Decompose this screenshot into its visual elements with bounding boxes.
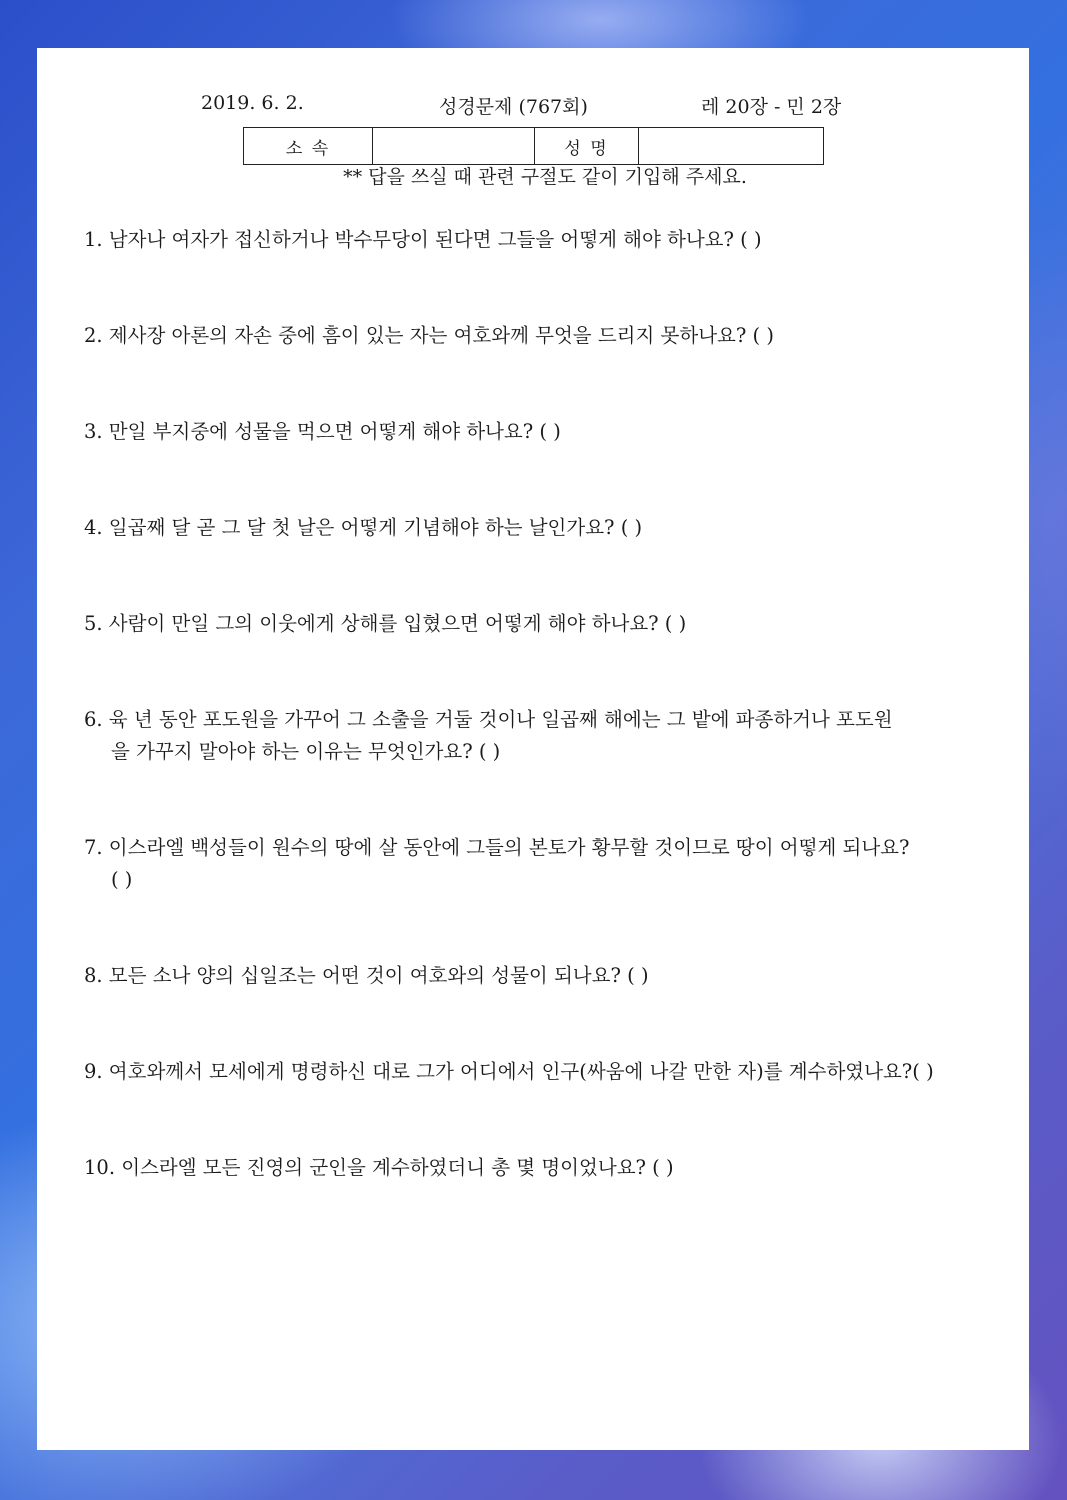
question-text: 1. 남자나 여자가 접신하거나 박수무당이 된다면 그들을 어떻게 해야 하나요? ( ) (84, 228, 762, 251)
question-1 (84, 224, 984, 256)
question-text: 6. 육 년 동안 포도원을 가꾸어 그 소출을 거둘 것이나 일곱째 해에는 그 밭에 파종하거나 포도원 (84, 708, 893, 731)
question-2 (84, 320, 984, 352)
quiz-sheet (37, 48, 1029, 1450)
scripture-range: 레 20장 - 민 2장 (701, 96, 842, 118)
question-text: 8. 모든 소나 양의 십일조는 어떤 것이 여호와의 성물이 되나요? ( ) (84, 964, 649, 987)
question-10 (84, 1152, 984, 1184)
name-field[interactable] (639, 128, 823, 164)
question-8 (84, 960, 984, 992)
question-4 (84, 512, 984, 544)
affiliation-field[interactable] (373, 128, 535, 164)
question-text: 5. 사람이 만일 그의 이웃에게 상해를 입혔으면 어떻게 해야 하나요? ( ) (84, 612, 687, 635)
question-7 (84, 832, 984, 896)
affiliation-label: 소 속 (244, 128, 373, 164)
question-3 (84, 416, 984, 448)
question-text: 3. 만일 부지중에 성물을 먹으면 어떻게 해야 하나요? ( ) (84, 420, 561, 443)
question-9 (84, 1056, 984, 1088)
question-text: 2. 제사장 아론의 자손 중에 흠이 있는 자는 여호와께 무엇을 드리지 못하나요? ( ) (84, 324, 774, 347)
question-text-continued: 을 가꾸지 말아야 하는 이유는 무엇인가요? ( ) (111, 740, 501, 763)
quiz-date: 2019. 6. 2. (201, 92, 304, 114)
name-label: 성 명 (535, 128, 639, 164)
question-6 (84, 704, 984, 768)
question-text: 10. 이스라엘 모든 진영의 군인을 계수하였더니 총 몇 명이었나요? ( ) (84, 1156, 674, 1179)
quiz-title: 성경문제 (767회) (439, 96, 588, 118)
question-text: 4. 일곱째 달 곧 그 달 첫 날은 어떻게 기념해야 하는 날인가요? ( ) (84, 516, 643, 539)
instruction-text: ** 답을 쓰실 때 관련 구절도 같이 기입해 주세요. (343, 166, 747, 188)
header-line (37, 92, 1029, 120)
question-5 (84, 608, 984, 640)
question-text: 9. 여호와께서 모세에게 명령하신 대로 그가 어디에서 인구(싸움에 나갈 만한 자)를 계수하였나요?( ) (84, 1060, 934, 1083)
question-text: 7. 이스라엘 백성들이 원수의 땅에 살 동안에 그들의 본토가 황무할 것이므로 땅이 어떻게 되나요? (84, 836, 910, 859)
info-table (243, 127, 824, 165)
question-text-continued: ( ) (111, 868, 133, 891)
